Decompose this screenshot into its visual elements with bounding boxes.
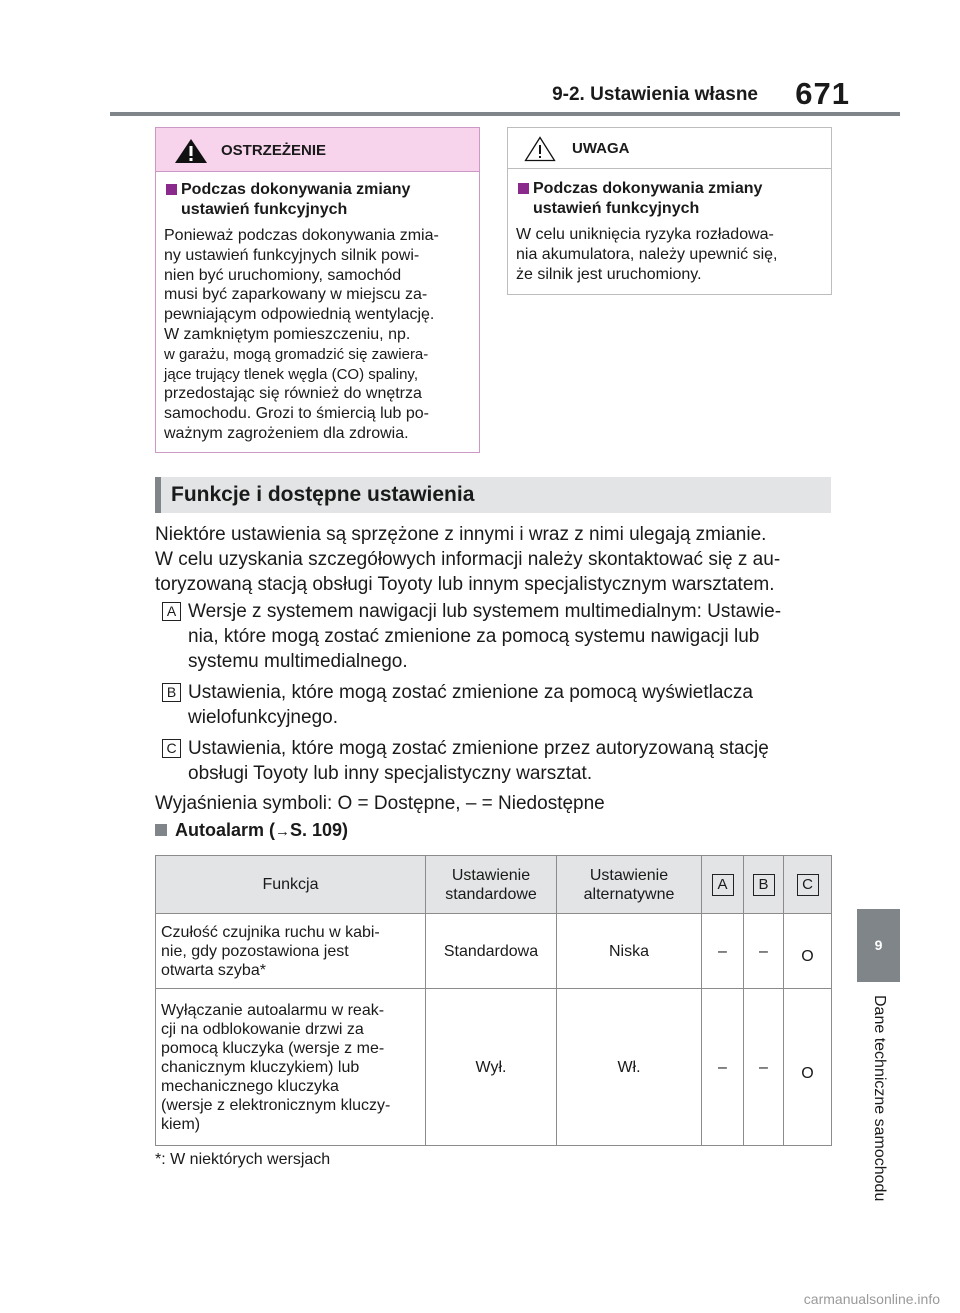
legend-line: nia, które mogą zostać zmienione za pomocą systemu nawigacji lub	[188, 626, 760, 647]
warning-triangle-icon	[174, 138, 208, 164]
warning-text	[164, 226, 471, 444]
legend-item-c	[188, 736, 848, 786]
page-reference-link[interactable]: S. 109)	[290, 820, 349, 840]
warning-line: ważnym zagrożeniem dla zdrowia.	[164, 424, 409, 442]
cell-line: chanicznym kluczykiem) lub	[161, 1058, 360, 1076]
table-row	[156, 989, 832, 1146]
legend-item-a	[188, 599, 848, 674]
cell-alternative: Wł.	[557, 989, 702, 1146]
chapter-side-label	[866, 995, 890, 1230]
cell-b: –	[744, 914, 784, 989]
table-row	[156, 914, 832, 989]
section-heading	[155, 477, 831, 513]
cell-function	[156, 914, 426, 989]
warning-line: jące trujący tlenek węgla (CO) spaliny,	[164, 365, 418, 383]
notice-box	[507, 127, 832, 295]
cell-c: O	[784, 914, 832, 989]
cell-function	[156, 989, 426, 1146]
header-a	[702, 856, 744, 914]
legend-line: Wersje z systemem nawigacji lub systemem multimedialnym: Ustawie-	[188, 601, 782, 622]
header-default-line: Ustawienie	[451, 866, 531, 884]
cell-line: (wersje z elektronicznym kluczy-	[161, 1096, 391, 1114]
header-alt-line: alternatywne	[583, 885, 675, 903]
cell-alternative: Niska	[557, 914, 702, 989]
autoalarm-label: Autoalarm (	[175, 820, 276, 840]
intro-line: W celu uzyskania szczegółowych informacji należy skontaktować się z au-	[155, 549, 781, 570]
notice-line: że silnik jest uruchomiony.	[516, 265, 702, 283]
header-rule	[110, 112, 900, 116]
warning-line: musi być zaparkowany w miejscu za-	[164, 286, 428, 304]
cell-line: cji na odblokowanie drzwi za	[161, 1020, 364, 1038]
intro-line: toryzowaną stacją obsługi Toyoty lub innym specjalistycznym warsztatem.	[155, 574, 775, 595]
cell-default: Wył.	[426, 989, 557, 1146]
header-default-line: standardowe	[445, 885, 537, 903]
autoalarm-heading	[155, 820, 348, 841]
intro-paragraph	[155, 522, 845, 597]
section-title: 9-2. Ustawienia własne	[552, 84, 758, 105]
header-c	[784, 856, 832, 914]
header-function: Funkcja	[156, 856, 426, 914]
cell-line: nie, gdy pozostawiona jest	[161, 942, 349, 960]
warning-subtitle-line: ustawień funkcyjnych	[181, 201, 348, 218]
cell-default: Standardowa	[426, 914, 557, 989]
label-c-icon: C	[797, 874, 819, 896]
header-alt-line: Ustawienie	[589, 866, 669, 884]
warning-line: nien być uruchomiony, samochód	[164, 266, 402, 284]
warning-line: przedostając się również do wnętrza	[164, 385, 422, 403]
label-a-icon: A	[712, 874, 734, 896]
notice-header	[508, 128, 831, 169]
header-alternative	[557, 856, 702, 914]
warning-box	[155, 127, 480, 453]
label-b-icon: B	[753, 874, 775, 896]
warning-line: Ponieważ podczas dokonywania zmia-	[164, 227, 439, 244]
cell-line: Wyłączanie autoalarmu w reak-	[161, 1001, 385, 1019]
symbols-note: Wyjaśnienia symboli: O = Dostępne, – = Niedostępne	[155, 793, 605, 814]
warning-subtitle-line: Podczas dokonywania zmiany	[181, 181, 411, 198]
legend-line: Ustawienia, które mogą zostać zmienione za pomocą wyświetlacza	[188, 682, 753, 703]
cell-b: –	[744, 989, 784, 1146]
cell-line: Czułość czujnika ruchu w kabi-	[161, 923, 380, 941]
caution-triangle-icon	[524, 136, 556, 162]
warning-header	[156, 128, 479, 172]
cell-line: mechanicznego kluczyka	[161, 1077, 339, 1095]
chapter-tab[interactable]: 9	[857, 909, 900, 982]
arrow-icon: →	[275, 823, 291, 840]
warning-line: W zamkniętym pomieszczeniu, np.	[164, 325, 411, 343]
cell-line: otwarta szyba*	[161, 961, 266, 979]
legend-item-b	[188, 680, 848, 730]
label-b-icon: B	[162, 683, 181, 702]
label-a-icon: A	[162, 602, 181, 621]
warning-line: pewniającym odpowiednią wentylację.	[164, 306, 435, 324]
warning-line: w garażu, mogą gromadzić się zawiera-	[164, 345, 429, 363]
square-bullet-icon	[155, 824, 167, 836]
chapter-side-text: Dane techniczne samochodu	[871, 995, 888, 1202]
page-number: 671	[795, 76, 850, 111]
label-c-icon: C	[162, 739, 181, 758]
section-strip	[155, 477, 161, 513]
legend-line: Ustawienia, które mogą zostać zmienione przez autoryzowaną stację	[188, 738, 769, 759]
notice-subtitle-line: ustawień funkcyjnych	[533, 200, 700, 217]
function-table	[155, 855, 832, 1146]
notice-line: nia akumulatora, należy upewnić się,	[516, 245, 778, 263]
warning-title: OSTRZEŻENIE	[221, 142, 327, 159]
legend-line: wielofunkcyjnego.	[188, 707, 338, 728]
cell-a: –	[702, 914, 744, 989]
legend-line: systemu multimedialnego.	[188, 651, 408, 672]
header-b	[744, 856, 784, 914]
footnote: *: W niektórych wersjach	[155, 1151, 331, 1168]
footer-watermark: carmanualsonline.info	[803, 1291, 940, 1307]
notice-line: W celu uniknięcia ryzyka rozładowa-	[516, 226, 774, 243]
square-bullet-icon	[166, 184, 177, 195]
warning-line: samochodu. Grozi to śmiercią lub po-	[164, 405, 429, 423]
cell-a: –	[702, 989, 744, 1146]
table-header-row	[156, 856, 832, 914]
notice-text	[516, 225, 823, 284]
cell-line: pomocą kluczyka (wersje z me-	[161, 1039, 385, 1057]
intro-line: Niektóre ustawienia są sprzężone z innymi i wraz z nimi ulegają zmianie.	[155, 524, 767, 545]
notice-title: UWAGA	[572, 140, 630, 157]
warning-subtitle	[156, 180, 479, 220]
cell-line: kiem)	[161, 1115, 201, 1133]
notice-subtitle-line: Podczas dokonywania zmiany	[533, 180, 763, 197]
legend-line: obsługi Toyoty lub inny specjalistyczny warsztat.	[188, 763, 593, 784]
header-default	[426, 856, 557, 914]
square-bullet-icon	[518, 183, 529, 194]
notice-subtitle	[508, 179, 831, 219]
section-heading-text: Funkcje i dostępne ustawienia	[171, 483, 475, 506]
cell-c: O	[784, 989, 832, 1146]
warning-line: ny ustawień funkcyjnych silnik powi-	[164, 246, 420, 264]
